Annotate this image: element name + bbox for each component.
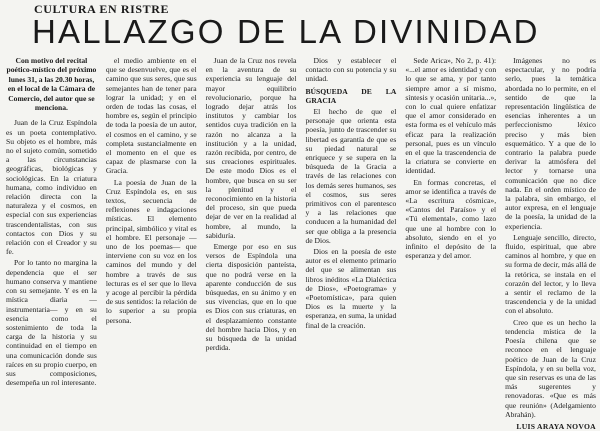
paragraph: Dios en la poesía de este autor es el elemento primario del que se alimentan sus libros inéditos «La Dialéctica de Dios», «Poetograma» y «Poetomística», para quien Dios es la muerte y la esperanza, en suma, la unidad final de la creación. [305,247,397,330]
lead-paragraph: Con motivo del recital poético-místico del próximo lunes 31, a las 20.30 horas, en el local de la Cámara de Comercio, del autor que se menciona. [6,56,97,113]
paragraph: Juan de la Cruz Espíndola es un poeta contemplativo. Su objeto es el hombre, más no el sujeto común, sometido a las circunstancias geográficas, biológicas y sociológicas. En la criatura humana, como individuo en relación directa con la naturaleza y el cosmos, en especial con sus experiencias trascendentalistas, con sus contactos con Dios y su relación con el Creador y su fe. [6,118,97,257]
paragraph: Juan de la Cruz nos revela en la aventura de su experiencia su lenguaje del mayor equilibrio revolucionario, porque ha logrado dejar atrás los institutos y cambiar los sentidos cuya tradición en la razón no alcanza a la institución y a la unidad, razón recibida, por centro, de sus creaciones espirituales. De este modo Dios es el hombre, que busca en su ser la plenitud y el reconocimiento en la historia del proceso, sin que pueda dejar de ver en la realidad al hombre, al mundo, la sabiduría. [205,56,297,240]
article-columns [6,56,596,431]
column-5 [405,56,496,410]
paragraph: Lenguaje sencillo, directo, fluido, espiritual, que abre caminos al hombre, y que en su forma de decir, más allá de la retórica, se instala en el corazón del lector, y lo lleva a sentir el reclamo de la trascendencia y de la unidad con el absoluto. [505,232,596,316]
column-1 [6,56,97,410]
column-3 [206,56,297,410]
paragraph: El hecho de que el personaje que orienta esta poesía, junto de trascender su libertad es garantía de que es su piedad natural se enriquece y se supera en la búsqueda de la Gracia a través de las relaciones con los demás seres humanos, ses el cosmos, sus seres primitivos con el parentesco y a las relaciones que conducen a la humanidad del ser que obliga a la presencia de Dios. [305,107,397,245]
subheading: BÚSQUEDA DE LA GRACIA [305,86,397,105]
paragraph: Emerge por eso en sus versos de Espíndola una cierta disposición panteísta, que no podrá verse en la aparente conducción de sus búsquedas, en su ánimo y en sus vivencias, que en lo que es Dios con sus criaturas, en el desplazamiento constante del hombre hacia Dios, y en su búsqueda de la unidad perdida. [205,242,297,353]
paragraph: La poesía de Juan de la Cruz Espíndola es, en sus textos, secuencia de reflexiones e indagaciones místicas. El elemento principal, simbólico y vital es el hombre. El personaje —uno de los poemas— que interviene con su voz en los caminos del mundo y del hombre a través de sus lecturas es el ser que lo lleva y acoge al percibir la pérdida de sus sentidos: la relación de lo superior a su propia persona. [105,177,197,325]
column-4 [305,56,396,410]
paragraph: Creo que es un hecho la tendencia mística de la Poesía chilena que se reconoce en el lenguaje poético de Juan de la Cruz Espíndola, y en su bella voz, que sin reservas es una de las más sugerentes y renovadoras. «Que es más que reunión» (Adelgamiento Abrahán). [505,317,596,419]
paragraph: Dios y establecer el contacto con su potencia y su unidad. [305,56,397,84]
paragraph: Por lo tanto no margina la dependencia que el ser humano conserva y mantiene con su semejante. Y es en la mística diaria —instrumentaria— y en su esencia como el sostenimiento de toda la carga de la historia y su continuidad en el tiempo en una comunicación donde sus raíces en su propio cuerpo, en sus composiciones, desempeña un rol interesante. [6,258,97,388]
paragraph: Sede Arica», No 2, p. 41): «...el amor es identidad y con lo que se ama, y por tanto siempre amor a sí mismo, síntesis y ocasión unitaria...», con lo cual quiere enfatizar que el amor considerado en esta forma es el vehículo más eficaz para la realización personal, pues es un vínculo en el que la trascendencia de la criatura se convierte en identidad. [405,56,497,176]
paragraph: En formas concretas, el amor se identifica a través de «La escritura cósmica», «Cantos del Paraíso» y el «Tú elemental», como lazo que une al hombre con lo absoluto, siendo en el yo infinito el depósito de la esperanza y del amor. [405,177,497,261]
paragraph: Imágenes no es espectacular, y no podría serlo, pues la temática abordada no lo permite, en el sentido de que la representación lingüística de esencias inherentes a un perfeccionismo léxico preciso y más bien esquemático. Y a que de lo contrario la palabra puede derivar la atmósfera del lector y tornarse una comunicación que no dice nada. En el orden místico de la palabra, sin embargo, el autor expresa, en el lenguaje de la poesía, la unidad de la experiencia. [505,56,596,231]
section-label: CULTURA EN RISTRE [34,2,170,16]
headline: HALLAZGO DE LA DIVINIDAD [32,13,540,50]
column-2 [106,56,197,410]
column-6 [505,56,596,431]
paragraph: el medio ambiente en el que se desenvuelve, que es el camino que sus seres, que sus semejantes han de tener para lograr la unidad; y en el orden de todas las cosas, el hombre es, según el principio de toda la poesía de un autor, el cosmos en el camino, y se completa sustancialmente en el momento en el que es capaz de plasmarse con la Gracia. [105,56,197,176]
author-signature: LUIS ARAYA NOVOA [516,421,596,431]
